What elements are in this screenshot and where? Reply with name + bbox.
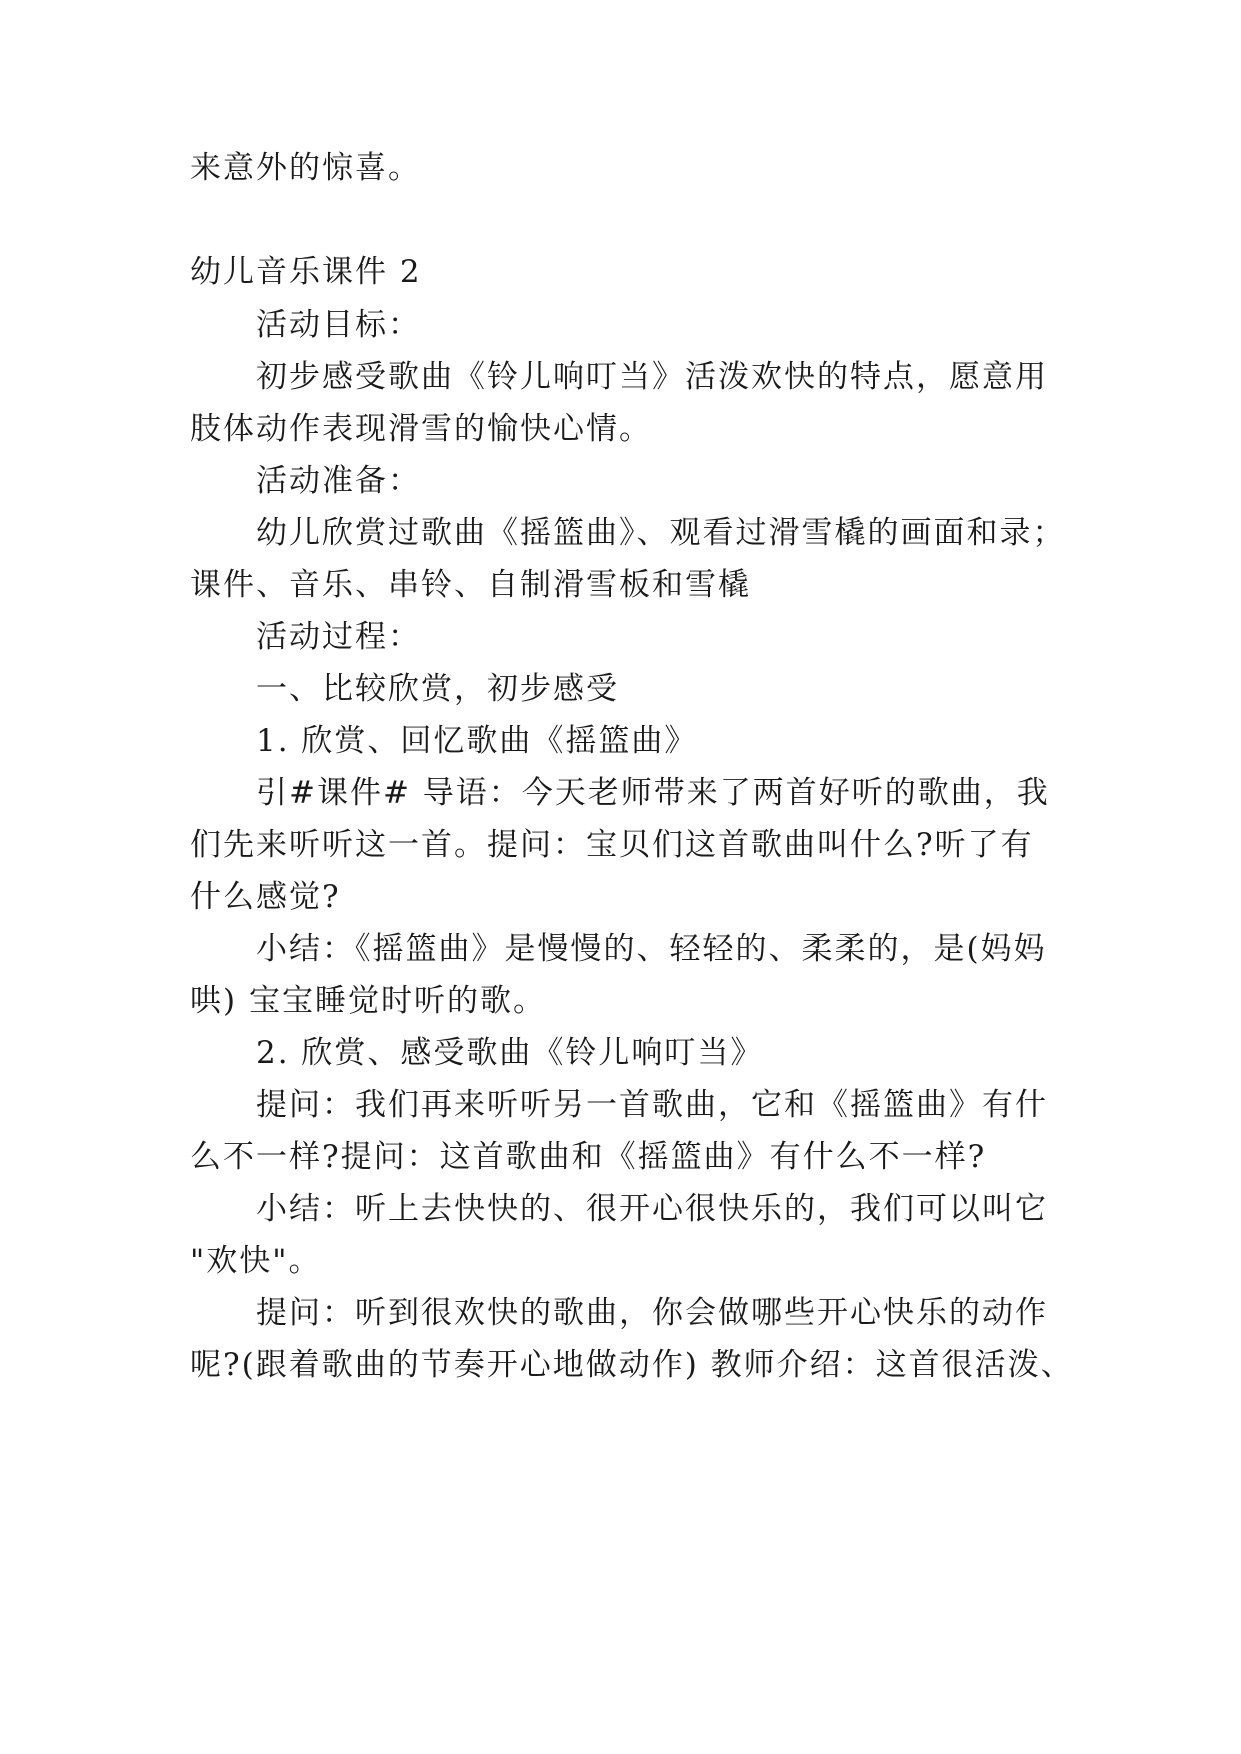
text-line: 一、比较欣赏，初步感受 <box>256 671 619 707</box>
text-line: 呢?(跟着歌曲的节奏开心地做动作) 教师介绍：这首很活泼、 <box>190 1347 1074 1383</box>
text-line: 么不一样?提问：这首歌曲和《摇篮曲》有什么不一样? <box>190 1139 987 1175</box>
text-line: 小结：听上去快快的、很开心很快乐的，我们可以叫它 <box>256 1191 1048 1227</box>
section-heading: 幼儿音乐课件 2 <box>190 254 422 290</box>
text-line: 什么感觉? <box>190 879 341 915</box>
text-line: 哄) 宝宝睡觉时听的歌。 <box>190 983 546 1019</box>
text-line: 提问：听到很欢快的歌曲，你会做哪些开心快乐的动作 <box>256 1295 1048 1331</box>
subheading-process: 活动过程： <box>256 619 421 655</box>
text-line: 小结：《摇篮曲》是慢慢的、轻轻的、柔柔的，是(妈妈 <box>256 931 1047 967</box>
subheading-preparation: 活动准备： <box>256 463 421 499</box>
text-line: 引#课件# 导语：今天老师带来了两首好听的歌曲，我 <box>256 775 1050 811</box>
text-line: 提问：我们再来听听另一首歌曲，它和《摇篮曲》有什 <box>256 1087 1048 1123</box>
text-line: 课件、音乐、串铃、自制滑雪板和雪橇 <box>190 567 751 603</box>
text-line: 肢体动作表现滑雪的愉快心情。 <box>190 411 652 447</box>
text-line: 幼儿欣赏过歌曲《摇篮曲》、观看过滑雪橇的画面和录； <box>256 515 1066 551</box>
text-line: 初步感受歌曲《铃儿响叮当》活泼欢快的特点，愿意用 <box>256 359 1048 395</box>
subheading-goals: 活动目标： <box>256 307 421 343</box>
text-line: 2. 欣赏、感受歌曲《铃儿响叮当》 <box>256 1035 764 1071</box>
text-line: "欢快"。 <box>190 1243 322 1279</box>
text-line: 来意外的惊喜。 <box>190 150 421 186</box>
text-line: 们先来听听这一首。提问：宝贝们这首歌曲叫什么?听了有 <box>190 827 1034 863</box>
text-line: 1. 欣赏、回忆歌曲《摇篮曲》 <box>256 723 698 759</box>
